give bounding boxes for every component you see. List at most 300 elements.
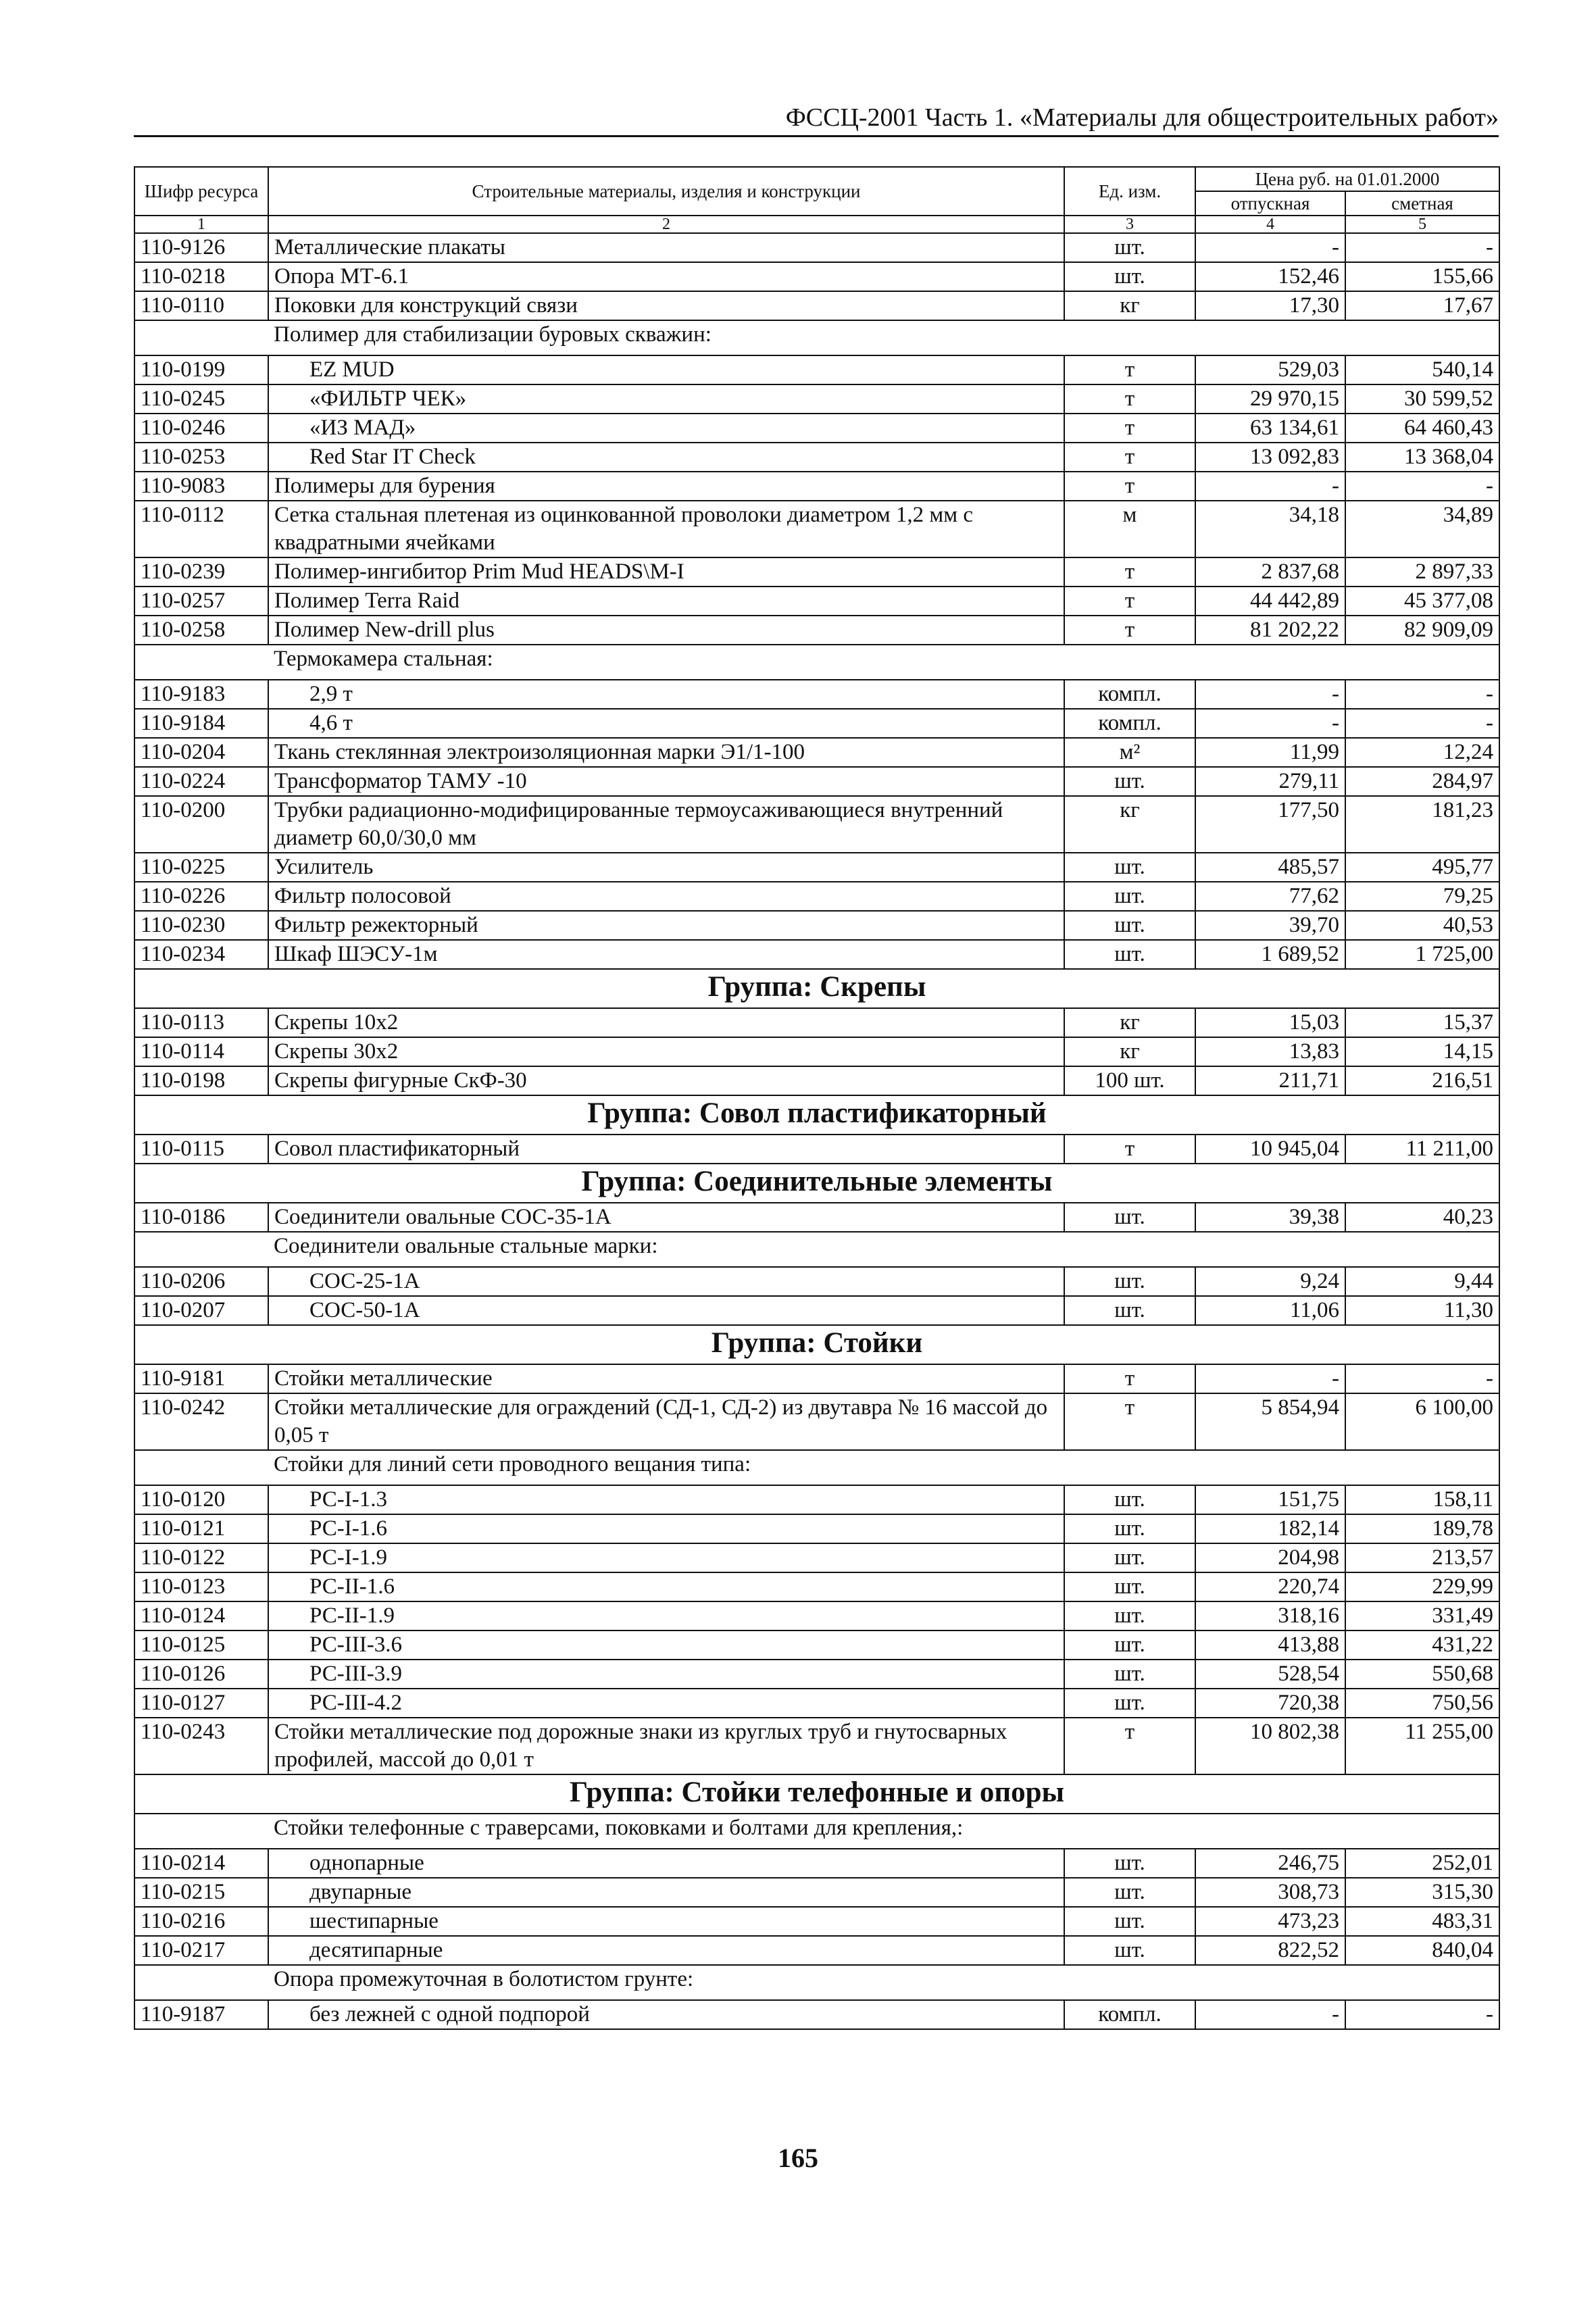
table-row <box>134 291 1499 320</box>
resource-code-cell: 110-0242 <box>134 1393 268 1450</box>
table-row <box>134 911 1499 940</box>
material-name-cell: РС-III-4.2 <box>268 1689 1064 1718</box>
estimate-price-cell: 840,04 <box>1345 1936 1499 1965</box>
table-row <box>134 262 1499 291</box>
material-name-cell: Стойки металлические под дорожные знаки из круглых труб и гнутосварных профилей, массой до 0,01 т <box>268 1718 1064 1774</box>
group-row <box>134 1164 1499 1203</box>
resource-code-cell: 110-0225 <box>134 853 268 882</box>
release-price-cell: 10 945,04 <box>1195 1135 1345 1164</box>
material-name-cell: Полимеры для бурения <box>268 472 1064 501</box>
unit-cell: т <box>1064 355 1195 384</box>
table-row <box>134 1485 1499 1514</box>
unit-cell: компл. <box>1064 680 1195 709</box>
material-name-cell: Фильтр режекторный <box>268 911 1064 940</box>
page-number: 165 <box>778 2143 818 2173</box>
table-row <box>134 501 1499 557</box>
resource-code-cell: 110-0126 <box>134 1660 268 1689</box>
table-row <box>134 1135 1499 1164</box>
unit-cell: т <box>1064 1718 1195 1774</box>
release-price-cell: 29 970,15 <box>1195 384 1345 414</box>
estimate-price-cell: 331,49 <box>1345 1601 1499 1631</box>
unit-cell: т <box>1064 587 1195 616</box>
price-table-container <box>134 166 1499 2030</box>
estimate-price-cell: 315,30 <box>1345 1878 1499 1907</box>
subgroup-header-row <box>134 1814 1499 1849</box>
group-title: Группа: Стойки телефонные и опоры <box>134 1774 1499 1814</box>
release-price-cell: 720,38 <box>1195 1689 1345 1718</box>
material-name-cell: Усилитель <box>268 853 1064 882</box>
estimate-price-cell: 9,44 <box>1345 1267 1499 1296</box>
subgroup-header-text: Термокамера стальная: <box>134 645 1499 680</box>
table-row <box>134 1037 1499 1066</box>
subgroup-header-row <box>134 1965 1499 2000</box>
table-row <box>134 616 1499 645</box>
table-row <box>134 738 1499 767</box>
estimate-price-cell: 40,23 <box>1345 1203 1499 1232</box>
resource-code-cell: 110-0257 <box>134 587 268 616</box>
resource-code-cell: 110-0110 <box>134 291 268 320</box>
release-price-cell: 177,50 <box>1195 796 1345 853</box>
release-price-cell: 246,75 <box>1195 1849 1345 1878</box>
unit-cell: т <box>1064 1393 1195 1450</box>
material-name-cell: Поковки для конструкций связи <box>268 291 1064 320</box>
material-name-cell: «ИЗ МАД» <box>268 414 1064 443</box>
material-name-cell: Сетка стальная плетеная из оцинкованной проволоки диаметром 1,2 мм с квадратными ячейками <box>268 501 1064 557</box>
table-row <box>134 940 1499 969</box>
unit-cell: кг <box>1064 291 1195 320</box>
release-price-cell: 1 689,52 <box>1195 940 1345 969</box>
subgroup-header-row <box>134 1450 1499 1485</box>
estimate-price-cell: 40,53 <box>1345 911 1499 940</box>
estimate-price-cell: - <box>1345 233 1499 262</box>
release-price-cell: 2 837,68 <box>1195 557 1345 587</box>
material-name-cell: Полимер New-drill plus <box>268 616 1064 645</box>
estimate-price-cell: 1 725,00 <box>1345 940 1499 969</box>
subgroup-header-row <box>134 645 1499 680</box>
estimate-price-cell: 30 599,52 <box>1345 384 1499 414</box>
resource-code-cell: 110-0239 <box>134 557 268 587</box>
table-row <box>134 1631 1499 1660</box>
estimate-price-cell: - <box>1345 709 1499 738</box>
table-row <box>134 1393 1499 1450</box>
group-title: Группа: Совол пластификаторный <box>134 1095 1499 1135</box>
column-header-name: Строительные материалы, изделия и конструкции <box>268 167 1064 216</box>
resource-code-cell: 110-0124 <box>134 1601 268 1631</box>
unit-cell: шт. <box>1064 911 1195 940</box>
estimate-price-cell: 17,67 <box>1345 291 1499 320</box>
release-price-cell: - <box>1195 472 1345 501</box>
table-row <box>134 1203 1499 1232</box>
material-name-cell: Полимер Terra Raid <box>268 587 1064 616</box>
resource-code-cell: 110-0214 <box>134 1849 268 1878</box>
resource-code-cell: 110-0198 <box>134 1066 268 1095</box>
unit-cell: шт. <box>1064 233 1195 262</box>
estimate-price-cell: 11,30 <box>1345 1296 1499 1325</box>
table-row <box>134 384 1499 414</box>
material-name-cell: Скрепы 10х2 <box>268 1008 1064 1037</box>
material-name-cell: Шкаф ШЭСУ-1м <box>268 940 1064 969</box>
material-name-cell: Стойки металлические для ограждений (СД-1, СД-2) из двутавра № 16 массой до 0,05 т <box>268 1393 1064 1450</box>
estimate-price-cell: 431,22 <box>1345 1631 1499 1660</box>
material-name-cell: 2,9 т <box>268 680 1064 709</box>
material-name-cell: Red Star IT Check <box>268 443 1064 472</box>
release-price-cell: 152,46 <box>1195 262 1345 291</box>
release-price-cell: 13,83 <box>1195 1037 1345 1066</box>
unit-cell: шт. <box>1064 1572 1195 1601</box>
release-price-cell: 473,23 <box>1195 1907 1345 1936</box>
unit-cell: 100 шт. <box>1064 1066 1195 1095</box>
unit-cell: т <box>1064 1364 1195 1393</box>
estimate-price-cell: 189,78 <box>1345 1514 1499 1543</box>
material-name-cell: Скрепы фигурные СкФ-30 <box>268 1066 1064 1095</box>
table-row <box>134 1660 1499 1689</box>
group-row <box>134 1095 1499 1135</box>
unit-cell: т <box>1064 414 1195 443</box>
material-name-cell: двупарные <box>268 1878 1064 1907</box>
material-name-cell: РС-II-1.9 <box>268 1601 1064 1631</box>
material-name-cell: «ФИЛЬТР ЧЕК» <box>268 384 1064 414</box>
release-price-cell: 15,03 <box>1195 1008 1345 1037</box>
table-row <box>134 1689 1499 1718</box>
estimate-price-cell: 540,14 <box>1345 355 1499 384</box>
table-row <box>134 709 1499 738</box>
estimate-price-cell: 216,51 <box>1345 1066 1499 1095</box>
release-price-cell: - <box>1195 2000 1345 2029</box>
unit-cell: шт. <box>1064 1296 1195 1325</box>
unit-cell: шт. <box>1064 1267 1195 1296</box>
table-head <box>134 167 1499 233</box>
release-price-cell: - <box>1195 709 1345 738</box>
material-name-cell: Опора МТ-6.1 <box>268 262 1064 291</box>
subgroup-header-text: Опора промежуточная в болотистом грунте: <box>134 1965 1499 2000</box>
material-name-cell: РС-I-1.6 <box>268 1514 1064 1543</box>
column-header-price: Цена руб. на 01.01.2000 <box>1195 167 1499 191</box>
group-title: Группа: Скрепы <box>134 969 1499 1008</box>
release-price-cell: - <box>1195 1364 1345 1393</box>
material-name-cell: Соединители овальные СОС-35-1А <box>268 1203 1064 1232</box>
release-price-cell: 204,98 <box>1195 1543 1345 1572</box>
estimate-price-cell: 2 897,33 <box>1345 557 1499 587</box>
resource-code-cell: 110-0199 <box>134 355 268 384</box>
table-row <box>134 1718 1499 1774</box>
release-price-cell: 5 854,94 <box>1195 1393 1345 1450</box>
resource-code-cell: 110-0114 <box>134 1037 268 1066</box>
material-name-cell: EZ MUD <box>268 355 1064 384</box>
release-price-cell: - <box>1195 680 1345 709</box>
release-price-cell: 318,16 <box>1195 1601 1345 1631</box>
column-header-release-price: отпускная <box>1195 191 1345 216</box>
resource-code-cell: 110-0127 <box>134 1689 268 1718</box>
resource-code-cell: 110-0253 <box>134 443 268 472</box>
release-price-cell: 13 092,83 <box>1195 443 1345 472</box>
estimate-price-cell: 12,24 <box>1345 738 1499 767</box>
table-row <box>134 443 1499 472</box>
subgroup-header-text: Соединители овальные стальные марки: <box>134 1232 1499 1267</box>
estimate-price-cell: 483,31 <box>1345 1907 1499 1936</box>
material-name-cell: Стойки металлические <box>268 1364 1064 1393</box>
estimate-price-cell: - <box>1345 472 1499 501</box>
release-price-cell: 63 134,61 <box>1195 414 1345 443</box>
table-row <box>134 1572 1499 1601</box>
resource-code-cell: 110-0243 <box>134 1718 268 1774</box>
column-number: 1 <box>134 216 268 233</box>
estimate-price-cell: 11 255,00 <box>1345 1718 1499 1774</box>
release-price-cell: 279,11 <box>1195 767 1345 796</box>
resource-code-cell: 110-0218 <box>134 262 268 291</box>
material-name-cell: Фильтр полосовой <box>268 882 1064 911</box>
subgroup-header-text: Полимер для стабилизации буровых скважин: <box>134 320 1499 355</box>
resource-code-cell: 110-0123 <box>134 1572 268 1601</box>
material-name-cell: однопарные <box>268 1849 1064 1878</box>
material-name-cell: Совол пластификаторный <box>268 1135 1064 1164</box>
table-row <box>134 587 1499 616</box>
estimate-price-cell: 14,15 <box>1345 1037 1499 1066</box>
table-row <box>134 1296 1499 1325</box>
unit-cell: кг <box>1064 1008 1195 1037</box>
resource-code-cell: 110-0258 <box>134 616 268 645</box>
estimate-price-cell: 213,57 <box>1345 1543 1499 1572</box>
resource-code-cell: 110-0206 <box>134 1267 268 1296</box>
release-price-cell: 822,52 <box>1195 1936 1345 1965</box>
resource-code-cell: 110-9183 <box>134 680 268 709</box>
estimate-price-cell: 11 211,00 <box>1345 1135 1499 1164</box>
table-row <box>134 1907 1499 1936</box>
unit-cell: шт. <box>1064 767 1195 796</box>
material-name-cell: десятипарные <box>268 1936 1064 1965</box>
estimate-price-cell: 284,97 <box>1345 767 1499 796</box>
estimate-price-cell: 181,23 <box>1345 796 1499 853</box>
material-name-cell: Металлические плакаты <box>268 233 1064 262</box>
unit-cell: кг <box>1064 796 1195 853</box>
estimate-price-cell: 13 368,04 <box>1345 443 1499 472</box>
unit-cell: шт. <box>1064 1485 1195 1514</box>
material-name-cell: Ткань стеклянная электроизоляционная марки Э1/1-100 <box>268 738 1064 767</box>
resource-code-cell: 110-0204 <box>134 738 268 767</box>
unit-cell: шт. <box>1064 853 1195 882</box>
table-row <box>134 1878 1499 1907</box>
material-name-cell: РС-III-3.9 <box>268 1660 1064 1689</box>
resource-code-cell: 110-9083 <box>134 472 268 501</box>
estimate-price-cell: 15,37 <box>1345 1008 1499 1037</box>
resource-code-cell: 110-0113 <box>134 1008 268 1037</box>
subgroup-header-row <box>134 1232 1499 1267</box>
column-number: 2 <box>268 216 1064 233</box>
estimate-price-cell: 495,77 <box>1345 853 1499 882</box>
unit-cell: т <box>1064 1135 1195 1164</box>
column-header-code: Шифр ресурса <box>134 167 268 216</box>
material-name-cell: Скрепы 30х2 <box>268 1037 1064 1066</box>
table-row <box>134 1066 1499 1095</box>
table-row <box>134 414 1499 443</box>
resource-code-cell: 110-9181 <box>134 1364 268 1393</box>
unit-cell: м² <box>1064 738 1195 767</box>
subgroup-header-text: Стойки телефонные с траверсами, поковками и болтами для крепления,: <box>134 1814 1499 1849</box>
resource-code-cell: 110-0216 <box>134 1907 268 1936</box>
group-row <box>134 969 1499 1008</box>
resource-code-cell: 110-0245 <box>134 384 268 414</box>
unit-cell: шт. <box>1064 1878 1195 1907</box>
subgroup-header-row <box>134 320 1499 355</box>
estimate-price-cell: 158,11 <box>1345 1485 1499 1514</box>
table-row <box>134 853 1499 882</box>
group-row <box>134 1774 1499 1814</box>
table-row <box>134 472 1499 501</box>
estimate-price-cell: 45 377,08 <box>1345 587 1499 616</box>
release-price-cell: 81 202,22 <box>1195 616 1345 645</box>
table-row <box>134 1543 1499 1572</box>
resource-code-cell: 110-0112 <box>134 501 268 557</box>
resource-code-cell: 110-9126 <box>134 233 268 262</box>
release-price-cell: 485,57 <box>1195 853 1345 882</box>
release-price-cell: 211,71 <box>1195 1066 1345 1095</box>
resource-code-cell: 110-9187 <box>134 2000 268 2029</box>
material-name-cell: Трубки радиационно-модифицированные термоусаживающиеся внутренний диаметр 60,0/30,0 мм <box>268 796 1064 853</box>
material-name-cell: СОС-25-1А <box>268 1267 1064 1296</box>
unit-cell: шт. <box>1064 1543 1195 1572</box>
release-price-cell: 308,73 <box>1195 1878 1345 1907</box>
price-table <box>134 166 1500 2030</box>
resource-code-cell: 110-0215 <box>134 1878 268 1907</box>
material-name-cell: СОС-50-1А <box>268 1296 1064 1325</box>
material-name-cell: РС-I-1.3 <box>268 1485 1064 1514</box>
release-price-cell: 39,38 <box>1195 1203 1345 1232</box>
table-row <box>134 1008 1499 1037</box>
material-name-cell: Полимер-ингибитор Prim Mud HEADS\M-I <box>268 557 1064 587</box>
estimate-price-cell: 64 460,43 <box>1345 414 1499 443</box>
release-price-cell: 11,99 <box>1195 738 1345 767</box>
estimate-price-cell: 155,66 <box>1345 262 1499 291</box>
column-header-unit: Ед. изм. <box>1064 167 1195 216</box>
resource-code-cell: 110-0186 <box>134 1203 268 1232</box>
material-name-cell: шестипарные <box>268 1907 1064 1936</box>
table-row <box>134 767 1499 796</box>
table-row <box>134 680 1499 709</box>
resource-code-cell: 110-0224 <box>134 767 268 796</box>
resource-code-cell: 110-0121 <box>134 1514 268 1543</box>
unit-cell: т <box>1064 472 1195 501</box>
table-row <box>134 1364 1499 1393</box>
unit-cell: м <box>1064 501 1195 557</box>
resource-code-cell: 110-0200 <box>134 796 268 853</box>
resource-code-cell: 110-9184 <box>134 709 268 738</box>
unit-cell: шт. <box>1064 1631 1195 1660</box>
table-row <box>134 796 1499 853</box>
unit-cell: шт. <box>1064 1936 1195 1965</box>
unit-cell: шт. <box>1064 1689 1195 1718</box>
unit-cell: шт. <box>1064 1203 1195 1232</box>
table-row <box>134 1936 1499 1965</box>
unit-cell: т <box>1064 616 1195 645</box>
estimate-price-cell: - <box>1345 680 1499 709</box>
table-row <box>134 882 1499 911</box>
unit-cell: т <box>1064 443 1195 472</box>
estimate-price-cell: - <box>1345 1364 1499 1393</box>
table-row <box>134 557 1499 587</box>
column-number: 4 <box>1195 216 1345 233</box>
estimate-price-cell: 79,25 <box>1345 882 1499 911</box>
resource-code-cell: 110-0226 <box>134 882 268 911</box>
column-number: 5 <box>1345 216 1499 233</box>
unit-cell: компл. <box>1064 709 1195 738</box>
table-row <box>134 1267 1499 1296</box>
release-price-cell: 529,03 <box>1195 355 1345 384</box>
table-row <box>134 233 1499 262</box>
material-name-cell: РС-II-1.6 <box>268 1572 1064 1601</box>
resource-code-cell: 110-0115 <box>134 1135 268 1164</box>
release-price-cell: 77,62 <box>1195 882 1345 911</box>
unit-cell: компл. <box>1064 2000 1195 2029</box>
table-row <box>134 1849 1499 1878</box>
resource-code-cell: 110-0234 <box>134 940 268 969</box>
release-price-cell: 34,18 <box>1195 501 1345 557</box>
release-price-cell: 220,74 <box>1195 1572 1345 1601</box>
unit-cell: шт. <box>1064 1660 1195 1689</box>
unit-cell: т <box>1064 557 1195 587</box>
estimate-price-cell: 6 100,00 <box>1345 1393 1499 1450</box>
table-row <box>134 355 1499 384</box>
resource-code-cell: 110-0125 <box>134 1631 268 1660</box>
release-price-cell: 11,06 <box>1195 1296 1345 1325</box>
unit-cell: шт. <box>1064 1849 1195 1878</box>
release-price-cell: 17,30 <box>1195 291 1345 320</box>
group-title: Группа: Стойки <box>134 1325 1499 1364</box>
release-price-cell: 9,24 <box>1195 1267 1345 1296</box>
column-header-estimate-price: сметная <box>1345 191 1499 216</box>
material-name-cell: Трансформатор ТАМУ -10 <box>268 767 1064 796</box>
unit-cell: шт. <box>1064 940 1195 969</box>
unit-cell: шт. <box>1064 1601 1195 1631</box>
unit-cell: шт. <box>1064 1514 1195 1543</box>
material-name-cell: без лежней с одной подпорой <box>268 2000 1064 2029</box>
table-row <box>134 1601 1499 1631</box>
estimate-price-cell: - <box>1345 2000 1499 2029</box>
table-row <box>134 1514 1499 1543</box>
unit-cell: т <box>1064 384 1195 414</box>
column-number: 3 <box>1064 216 1195 233</box>
resource-code-cell: 110-0230 <box>134 911 268 940</box>
release-price-cell: 10 802,38 <box>1195 1718 1345 1774</box>
release-price-cell: 182,14 <box>1195 1514 1345 1543</box>
subgroup-header-text: Стойки для линий сети проводного вещания типа: <box>134 1450 1499 1485</box>
estimate-price-cell: 750,56 <box>1345 1689 1499 1718</box>
table-body <box>134 233 1499 2029</box>
table-row <box>134 2000 1499 2029</box>
estimate-price-cell: 550,68 <box>1345 1660 1499 1689</box>
estimate-price-cell: 34,89 <box>1345 501 1499 557</box>
unit-cell: шт. <box>1064 262 1195 291</box>
group-title: Группа: Соединительные элементы <box>134 1164 1499 1203</box>
release-price-cell: 44 442,89 <box>1195 587 1345 616</box>
material-name-cell: РС-III-3.6 <box>268 1631 1064 1660</box>
release-price-cell: 151,75 <box>1195 1485 1345 1514</box>
resource-code-cell: 110-0120 <box>134 1485 268 1514</box>
material-name-cell: РС-I-1.9 <box>268 1543 1064 1572</box>
estimate-price-cell: 82 909,09 <box>1345 616 1499 645</box>
resource-code-cell: 110-0122 <box>134 1543 268 1572</box>
unit-cell: шт. <box>1064 882 1195 911</box>
estimate-price-cell: 252,01 <box>1345 1849 1499 1878</box>
estimate-price-cell: 229,99 <box>1345 1572 1499 1601</box>
unit-cell: кг <box>1064 1037 1195 1066</box>
release-price-cell: - <box>1195 233 1345 262</box>
page-header: ФССЦ-2001 Часть 1. «Материалы для общестроительных работ» <box>134 101 1499 137</box>
unit-cell: шт. <box>1064 1907 1195 1936</box>
group-row <box>134 1325 1499 1364</box>
resource-code-cell: 110-0207 <box>134 1296 268 1325</box>
resource-code-cell: 110-0246 <box>134 414 268 443</box>
release-price-cell: 528,54 <box>1195 1660 1345 1689</box>
material-name-cell: 4,6 т <box>268 709 1064 738</box>
